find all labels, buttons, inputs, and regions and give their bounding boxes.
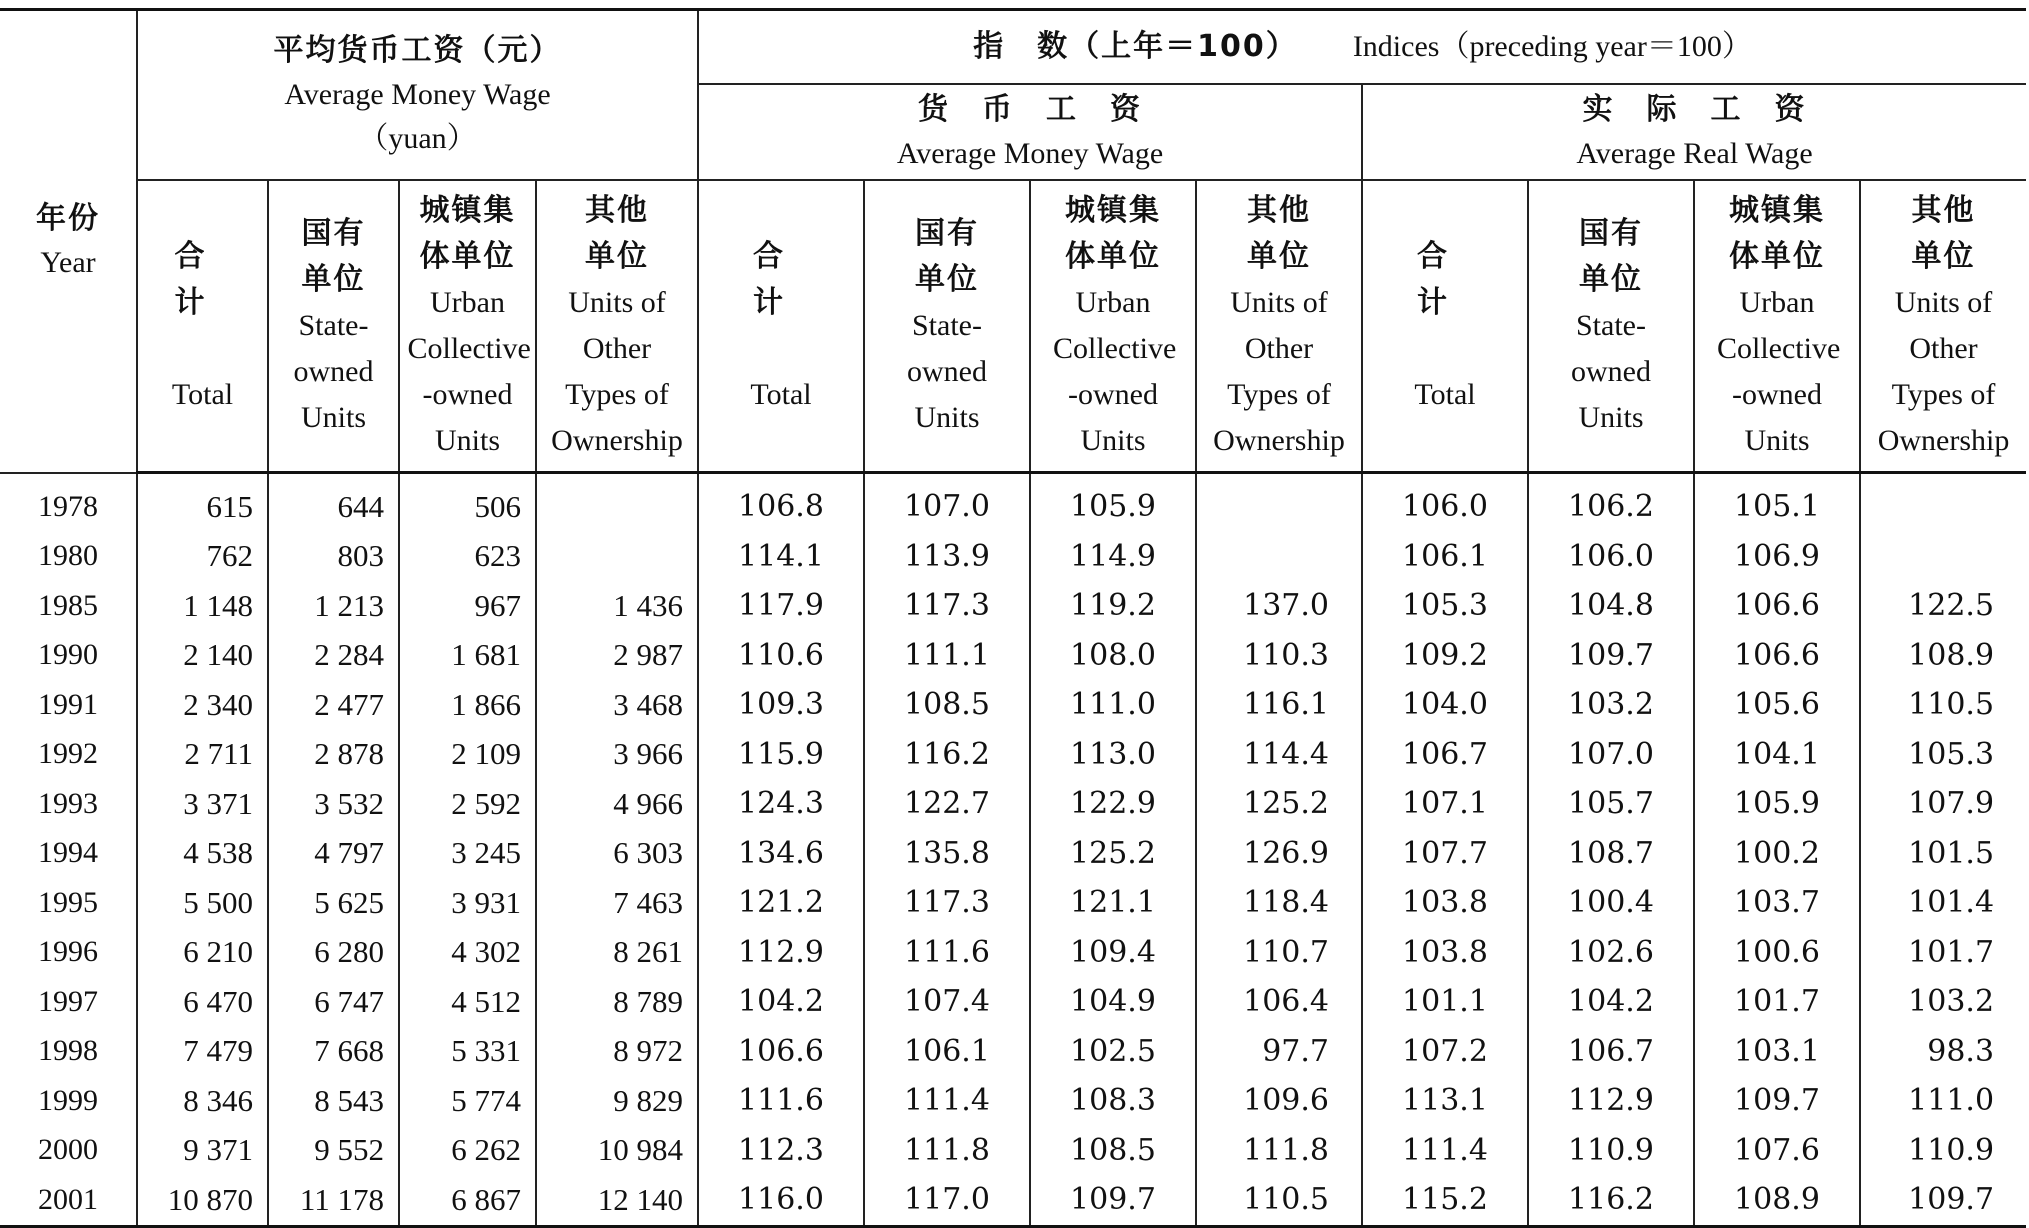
real-index-total-cell: 107.7 (1362, 829, 1528, 879)
money-wage-other-cell: 1 436 (536, 581, 698, 631)
real-index-total-cell: 106.1 (1362, 532, 1528, 582)
money-wage-other-cell: 8 789 (536, 977, 698, 1027)
real-index-state-cell: 104.8 (1528, 581, 1694, 631)
real-index-other-cell: 109.7 (1860, 1175, 2026, 1226)
money-index-collective-cell: 108.0 (1030, 631, 1196, 681)
year-cell: 1995 (38, 885, 98, 919)
money-index-total-cell: 111.6 (698, 1076, 864, 1126)
table-row (0, 1076, 2026, 1126)
money-wage-collective-cell: 3 245 (399, 829, 536, 879)
real-index-collective-cell: 103.1 (1694, 1027, 1860, 1077)
table-header (0, 10, 2026, 473)
table-row (0, 1175, 2026, 1226)
real-index-state-cell: 102.6 (1528, 928, 1694, 978)
table-row (0, 977, 2026, 1027)
real-index-total-cell: 113.1 (1362, 1076, 1528, 1126)
real-index-collective-cell: 106.6 (1694, 581, 1860, 631)
real-index-collective-cell: 104.1 (1694, 730, 1860, 780)
real-index-state-cell: 105.7 (1528, 779, 1694, 829)
money-wage-other-cell: 6 303 (536, 829, 698, 879)
money-wage-other-cell: 10 984 (536, 1126, 698, 1176)
money-wage-collective-cell: 3 931 (399, 878, 536, 928)
year-cell: 1994 (38, 836, 98, 870)
real-index-other-cell: 98.3 (1860, 1027, 2026, 1077)
real-index-other-cell: 101.4 (1860, 878, 2026, 928)
money-index-state-cell: 122.7 (864, 779, 1030, 829)
money-index-other-cell: 109.6 (1196, 1076, 1362, 1126)
table-row (0, 680, 2026, 730)
real-index-collective-cell: 100.2 (1694, 829, 1860, 879)
year-cell: 1990 (38, 638, 98, 672)
money-index-state-cell: 116.2 (864, 730, 1030, 780)
money-wage-total-cell: 6 210 (137, 928, 268, 978)
money-wage-total-cell: 6 470 (137, 977, 268, 1027)
money-index-total-cell: 112.9 (698, 928, 864, 978)
year-cell: 1998 (38, 1034, 98, 1068)
money-wage-collective-cell: 1 866 (399, 680, 536, 730)
money-wage-other-cell: 9 829 (536, 1076, 698, 1126)
money-wage-state-cell: 1 213 (268, 581, 399, 631)
indices-group-en: Indices（preceding year＝100） (1352, 30, 1752, 63)
money-wage-total-cell: 9 371 (137, 1126, 268, 1176)
money-wage-total-cell: 3 371 (137, 779, 268, 829)
real-index-total-cell: 106.0 (1362, 473, 1528, 532)
money-wage-collective-cell: 5 774 (399, 1076, 536, 1126)
real-index-collective-cell: 103.7 (1694, 878, 1860, 928)
money-wage-state-cell: 644 (268, 473, 399, 532)
real-index-collective-cell: 105.1 (1694, 473, 1860, 532)
real-index-state-cell: 100.4 (1528, 878, 1694, 928)
sub-header-other: 其他单位 Units of Other Types of Ownership (1196, 180, 1362, 473)
real-index-total-cell: 115.2 (1362, 1175, 1528, 1226)
real-index-state-cell: 106.0 (1528, 532, 1694, 582)
money-index-collective-cell: 108.5 (1030, 1126, 1196, 1176)
money-index-collective-cell: 108.3 (1030, 1076, 1196, 1126)
year-cell: 1993 (38, 786, 98, 820)
indices-real-wage-header: 实 际 工 资 Average Real Wage (1362, 84, 2026, 180)
money-index-collective-cell: 109.4 (1030, 928, 1196, 978)
indices-group-header (698, 10, 2026, 85)
money-wage-collective-cell: 6 262 (399, 1126, 536, 1176)
money-wage-other-cell (536, 473, 698, 532)
money-index-state-cell: 111.6 (864, 928, 1030, 978)
money-wage-collective-cell: 2 109 (399, 730, 536, 780)
real-index-other-cell: 111.0 (1860, 1076, 2026, 1126)
sub-header-total: 合 计 Total (137, 180, 268, 473)
money-index-other-cell: 118.4 (1196, 878, 1362, 928)
money-index-total-cell: 112.3 (698, 1126, 864, 1176)
money-index-other-cell: 126.9 (1196, 829, 1362, 879)
year-cell: 2001 (0, 1175, 137, 1226)
money-wage-state-cell: 3 532 (268, 779, 399, 829)
money-index-collective-cell: 119.2 (1030, 581, 1196, 631)
money-index-collective-cell: 113.0 (1030, 730, 1196, 780)
real-index-state-cell: 103.2 (1528, 680, 1694, 730)
money-wage-collective-cell: 6 867 (399, 1175, 536, 1226)
real-index-total-cell: 107.1 (1362, 779, 1528, 829)
sub-header-collective: 城镇集体单位 Urban Collective -owned Units (1694, 180, 1860, 473)
year-cell: 1978 (38, 489, 98, 523)
sub-header-total: 合 计 Total (698, 180, 864, 473)
table-row (0, 829, 2026, 879)
table-row (0, 631, 2026, 681)
real-index-state-cell: 106.7 (1528, 1027, 1694, 1077)
money-wage-collective-cell: 1 681 (399, 631, 536, 681)
money-index-other-cell (1196, 532, 1362, 582)
money-index-state-cell: 113.9 (864, 532, 1030, 582)
real-index-other-cell: 107.9 (1860, 779, 2026, 829)
real-index-collective-cell: 108.9 (1694, 1175, 1860, 1226)
sub-header-collective: 城镇集体单位 Urban Collective -owned Units (1030, 180, 1196, 473)
money-wage-other-cell: 7 463 (536, 878, 698, 928)
money-wage-other-cell: 2 987 (536, 631, 698, 681)
money-index-other-cell: 137.0 (1196, 581, 1362, 631)
real-index-state-cell: 112.9 (1528, 1076, 1694, 1126)
money-wage-state-cell: 2 284 (268, 631, 399, 681)
money-index-state-cell: 117.0 (864, 1175, 1030, 1226)
real-index-total-cell: 111.4 (1362, 1126, 1528, 1176)
money-wage-collective-cell: 623 (399, 532, 536, 582)
money-index-state-cell: 111.1 (864, 631, 1030, 681)
money-wage-total-cell: 615 (137, 473, 268, 532)
real-index-other-cell (1860, 473, 2026, 532)
money-index-other-cell: 110.7 (1196, 928, 1362, 978)
money-wage-other-cell: 3 966 (536, 730, 698, 780)
money-index-collective-cell: 102.5 (1030, 1027, 1196, 1077)
real-index-state-cell: 110.9 (1528, 1126, 1694, 1176)
table-row (0, 473, 2026, 532)
table-row (0, 532, 2026, 582)
money-wage-state-cell: 11 178 (268, 1175, 399, 1226)
real-index-collective-cell: 109.7 (1694, 1076, 1860, 1126)
year-cell: 1999 (38, 1083, 98, 1117)
money-wage-collective-cell: 2 592 (399, 779, 536, 829)
table-row (0, 730, 2026, 780)
money-wage-total-cell: 2 711 (137, 730, 268, 780)
money-index-total-cell: 110.6 (698, 631, 864, 681)
money-index-state-cell: 117.3 (864, 581, 1030, 631)
real-index-total-cell: 103.8 (1362, 878, 1528, 928)
money-index-other-cell: 111.8 (1196, 1126, 1362, 1176)
money-wage-other-cell: 12 140 (536, 1175, 698, 1226)
sub-header-state: 国有单位 State-owned Units (1528, 180, 1694, 473)
real-index-other-cell: 110.5 (1860, 680, 2026, 730)
money-wage-other-cell: 8 261 (536, 928, 698, 978)
money-index-collective-cell: 122.9 (1030, 779, 1196, 829)
money-index-total-cell: 114.1 (698, 532, 864, 582)
year-cell: 1980 (38, 539, 98, 573)
money-wage-total-cell: 7 479 (137, 1027, 268, 1077)
real-index-collective-cell: 106.6 (1694, 631, 1860, 681)
real-index-other-cell: 108.9 (1860, 631, 2026, 681)
money-wage-collective-cell: 4 512 (399, 977, 536, 1027)
real-index-other-cell: 101.7 (1860, 928, 2026, 978)
money-wage-total-cell: 2 140 (137, 631, 268, 681)
money-index-other-cell (1196, 473, 1362, 532)
real-index-collective-cell: 101.7 (1694, 977, 1860, 1027)
sub-header-state: 国有单位 State-owned Units (864, 180, 1030, 473)
money-index-state-cell: 107.0 (864, 473, 1030, 532)
year-cell: 2000 (38, 1133, 98, 1167)
money-wage-state-cell: 4 797 (268, 829, 399, 879)
money-wage-state-cell: 7 668 (268, 1027, 399, 1077)
money-index-total-cell: 106.6 (698, 1027, 864, 1077)
year-cell: 1985 (38, 588, 98, 622)
money-index-state-cell: 106.1 (864, 1027, 1030, 1077)
money-index-state-cell: 111.4 (864, 1076, 1030, 1126)
money-index-state-cell: 108.5 (864, 680, 1030, 730)
real-index-other-cell: 110.9 (1860, 1126, 2026, 1176)
indices-group-zh: 指 数（上年＝100） (973, 29, 1298, 64)
money-index-other-cell: 110.3 (1196, 631, 1362, 681)
real-index-collective-cell: 106.9 (1694, 532, 1860, 582)
money-index-collective-cell: 104.9 (1030, 977, 1196, 1027)
real-index-state-cell: 116.2 (1528, 1175, 1694, 1226)
sub-header-other: 其他单位 Units of Other Types of Ownership (536, 180, 698, 473)
year-cell: 1991 (38, 687, 98, 721)
real-index-total-cell: 103.8 (1362, 928, 1528, 978)
year-cell: 1997 (38, 984, 98, 1018)
real-index-total-cell: 104.0 (1362, 680, 1528, 730)
real-index-total-cell: 106.7 (1362, 730, 1528, 780)
money-index-total-cell: 134.6 (698, 829, 864, 879)
money-index-collective-cell: 105.9 (1030, 473, 1196, 532)
sub-header-collective: 城镇集体单位 Urban Collective -owned Units (399, 180, 536, 473)
real-index-collective-cell: 105.6 (1694, 680, 1860, 730)
money-index-total-cell: 117.9 (698, 581, 864, 631)
table-row (0, 779, 2026, 829)
real-index-other-cell: 122.5 (1860, 581, 2026, 631)
real-index-state-cell: 108.7 (1528, 829, 1694, 879)
money-wage-state-cell: 6 280 (268, 928, 399, 978)
sub-header-total: 合 计 Total (1362, 180, 1528, 473)
money-index-total-cell: 104.2 (698, 977, 864, 1027)
money-wage-group-header: 平均货币工资（元） Average Money Wage （yuan） (137, 10, 698, 181)
money-wage-state-cell: 2 878 (268, 730, 399, 780)
money-wage-other-cell: 4 966 (536, 779, 698, 829)
real-index-total-cell: 105.3 (1362, 581, 1528, 631)
indices-money-wage-header: 货 币 工 资 Average Money Wage (698, 84, 1362, 180)
money-index-collective-cell: 114.9 (1030, 532, 1196, 582)
money-wage-collective-cell: 967 (399, 581, 536, 631)
money-wage-other-cell (536, 532, 698, 582)
money-wage-other-cell: 8 972 (536, 1027, 698, 1077)
real-index-total-cell: 101.1 (1362, 977, 1528, 1027)
money-index-other-cell: 106.4 (1196, 977, 1362, 1027)
table-body (0, 473, 2026, 1227)
real-index-collective-cell: 100.6 (1694, 928, 1860, 978)
real-index-state-cell: 104.2 (1528, 977, 1694, 1027)
year-cell: 1996 (38, 935, 98, 969)
money-wage-collective-cell: 5 331 (399, 1027, 536, 1077)
money-index-state-cell: 135.8 (864, 829, 1030, 879)
real-index-other-cell: 105.3 (1860, 730, 2026, 780)
money-index-collective-cell: 121.1 (1030, 878, 1196, 928)
money-wage-state-cell: 803 (268, 532, 399, 582)
sub-header-other: 其他单位 Units of Other Types of Ownership (1860, 180, 2026, 473)
money-wage-total-cell: 762 (137, 532, 268, 582)
real-index-state-cell: 107.0 (1528, 730, 1694, 780)
money-wage-collective-cell: 506 (399, 473, 536, 532)
real-index-total-cell: 107.2 (1362, 1027, 1528, 1077)
money-index-other-cell: 110.5 (1196, 1175, 1362, 1226)
money-wage-state-cell: 8 543 (268, 1076, 399, 1126)
money-wage-total-cell: 5 500 (137, 878, 268, 928)
table-row (0, 878, 2026, 928)
money-wage-state-cell: 9 552 (268, 1126, 399, 1176)
real-index-other-cell: 103.2 (1860, 977, 2026, 1027)
money-index-collective-cell: 125.2 (1030, 829, 1196, 879)
money-index-state-cell: 117.3 (864, 878, 1030, 928)
real-index-state-cell: 109.7 (1528, 631, 1694, 681)
money-wage-other-cell: 3 468 (536, 680, 698, 730)
money-wage-state-cell: 2 477 (268, 680, 399, 730)
money-index-collective-cell: 109.7 (1030, 1175, 1196, 1226)
table-row (0, 1126, 2026, 1176)
money-index-other-cell: 116.1 (1196, 680, 1362, 730)
sub-header-state: 国有单位 State-owned Units (268, 180, 399, 473)
money-index-state-cell: 111.8 (864, 1126, 1030, 1176)
money-wage-total-cell: 10 870 (137, 1175, 268, 1226)
year-column-header: 年份 Year (0, 10, 137, 473)
money-index-collective-cell: 111.0 (1030, 680, 1196, 730)
money-index-other-cell: 125.2 (1196, 779, 1362, 829)
money-index-total-cell: 116.0 (698, 1175, 864, 1226)
wage-statistics-table (0, 8, 2026, 1228)
money-index-total-cell: 109.3 (698, 680, 864, 730)
money-wage-total-cell: 2 340 (137, 680, 268, 730)
money-index-other-cell: 114.4 (1196, 730, 1362, 780)
real-index-total-cell: 109.2 (1362, 631, 1528, 681)
money-wage-total-cell: 4 538 (137, 829, 268, 879)
real-index-state-cell: 106.2 (1528, 473, 1694, 532)
money-index-total-cell: 106.8 (698, 473, 864, 532)
money-index-total-cell: 124.3 (698, 779, 864, 829)
table-row (0, 1027, 2026, 1077)
real-index-collective-cell: 107.6 (1694, 1126, 1860, 1176)
year-cell: 1992 (38, 737, 98, 771)
money-wage-total-cell: 8 346 (137, 1076, 268, 1126)
real-index-collective-cell: 105.9 (1694, 779, 1860, 829)
money-index-total-cell: 115.9 (698, 730, 864, 780)
money-wage-total-cell: 1 148 (137, 581, 268, 631)
money-index-other-cell: 97.7 (1196, 1027, 1362, 1077)
money-index-state-cell: 107.4 (864, 977, 1030, 1027)
money-wage-state-cell: 6 747 (268, 977, 399, 1027)
real-index-other-cell (1860, 532, 2026, 582)
money-index-total-cell: 121.2 (698, 878, 864, 928)
real-index-other-cell: 101.5 (1860, 829, 2026, 879)
money-wage-state-cell: 5 625 (268, 878, 399, 928)
money-wage-collective-cell: 4 302 (399, 928, 536, 978)
table-row (0, 928, 2026, 978)
table-row (0, 581, 2026, 631)
